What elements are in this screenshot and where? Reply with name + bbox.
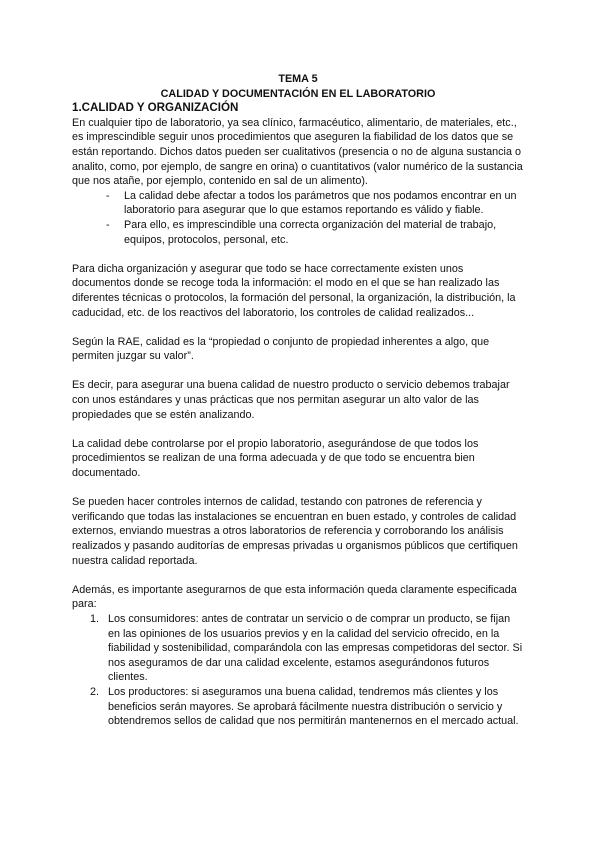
document-content [72,72,524,729]
bullet-list [72,189,524,247]
list-item-text: Para ello, es imprescindible una correcta organización del material de trabajo, equipos, protocolos, personal, etc. [124,218,497,246]
document-title: CALIDAD Y DOCUMENTACIÓN EN EL LABORATORIO [160,87,436,100]
list-item [106,218,524,247]
bullet-dash: - [106,218,110,231]
paragraph-self-control: La calidad debe controlarse por el propio laboratorio, asegurándose de que todos los procedimientos se realizan de una forma adecuada y de que todo se encuentra bien documentado. [72,437,479,480]
paragraph-intro: En cualquier tipo de laboratorio, ya sea clínico, farmacéutico, alimentario, de materiales, etc., es imprescindible seguir unos procedimientos que aseguren la fiabilidad de los datos que se están reportando. Dichos datos pueden ser cualitativos (presencia o no de alguna sustancia o analito, como, por ejemplo, de sangre en orina) o cuantitativos (valor numérico de la sustancia que nos atañe, por ejemplo, contenido en sal de un alimento). [72,116,523,188]
paragraph-controls: Se pueden hacer controles internos de calidad, testando con patrones de referencia y verificando que todas las instalaciones se encuentran en buen estado, y controles de calidad externos, enviando muestras a otros laboratorios de referencia y corroborando los análisis realizados y pasando auditorías de empresas privadas u organismos públicos que certifiquen nuestra calidad reportada. [72,496,518,567]
bullet-dash: - [106,189,110,202]
paragraph-rae-definition: Según la RAE, calidad es la “propiedad o conjunto de propiedad inherentes a algo, que permiten juzgar su valor”. [72,335,490,363]
paragraph-specification: Además, es importante asegurarnos de que esta información queda claramente especificada para: [72,583,517,611]
paragraph-standards: Es decir, para asegurar una buena calidad de nuestro producto o servicio debemos trabajar con unos estándares y unas prácticas que nos permitan asegurar un alto valor de las propiedades que se estén analizando. [72,379,510,421]
numbered-list [72,612,524,729]
list-item-text: Los consumidores: antes de contratar un servicio o de comprar un producto, se fijan en las opiniones de los usuarios previos y en la calidad del servicio ofrecido, en la fiabilidad y sostenibilidad, comparándola con las empresas competidoras del sector. Si nos aseguramos de dar una calidad excelente, estamos asegurándonos futuros clientes. [108,612,523,684]
list-item [90,612,524,685]
list-item-text: La calidad debe afectar a todos los parámetros que nos podamos encontrar en un laboratorio para asegurar que lo que estamos reportando es válido y fiable. [124,189,517,217]
list-item [90,685,524,729]
list-number: 1. [90,612,100,625]
list-item [106,189,524,218]
list-number: 2. [90,685,100,698]
list-item-text: Los productores: si aseguramos una buena calidad, tendremos más clientes y los beneficios serán mayores. Se aprobará fácilmente nuestra distribución o servicio y obtendremos sellos de calidad que nos permitirán mantenernos en el mercado actual. [108,685,519,728]
section-heading: 1.CALIDAD Y ORGANIZACIÓN [72,101,239,115]
paragraph-organization: Para dicha organización y asegurar que todo se hace correctamente existen unos documentos donde se recoge toda la información: el modo en el que se han realizado las diferentes técnicas o protocolos, la formación del personal, la organización, la distribución, la caducidad, etc. de los reactivos del laboratorio, los controles de calidad realizados... [72,262,516,319]
topic-number: TEMA 5 [278,73,318,85]
